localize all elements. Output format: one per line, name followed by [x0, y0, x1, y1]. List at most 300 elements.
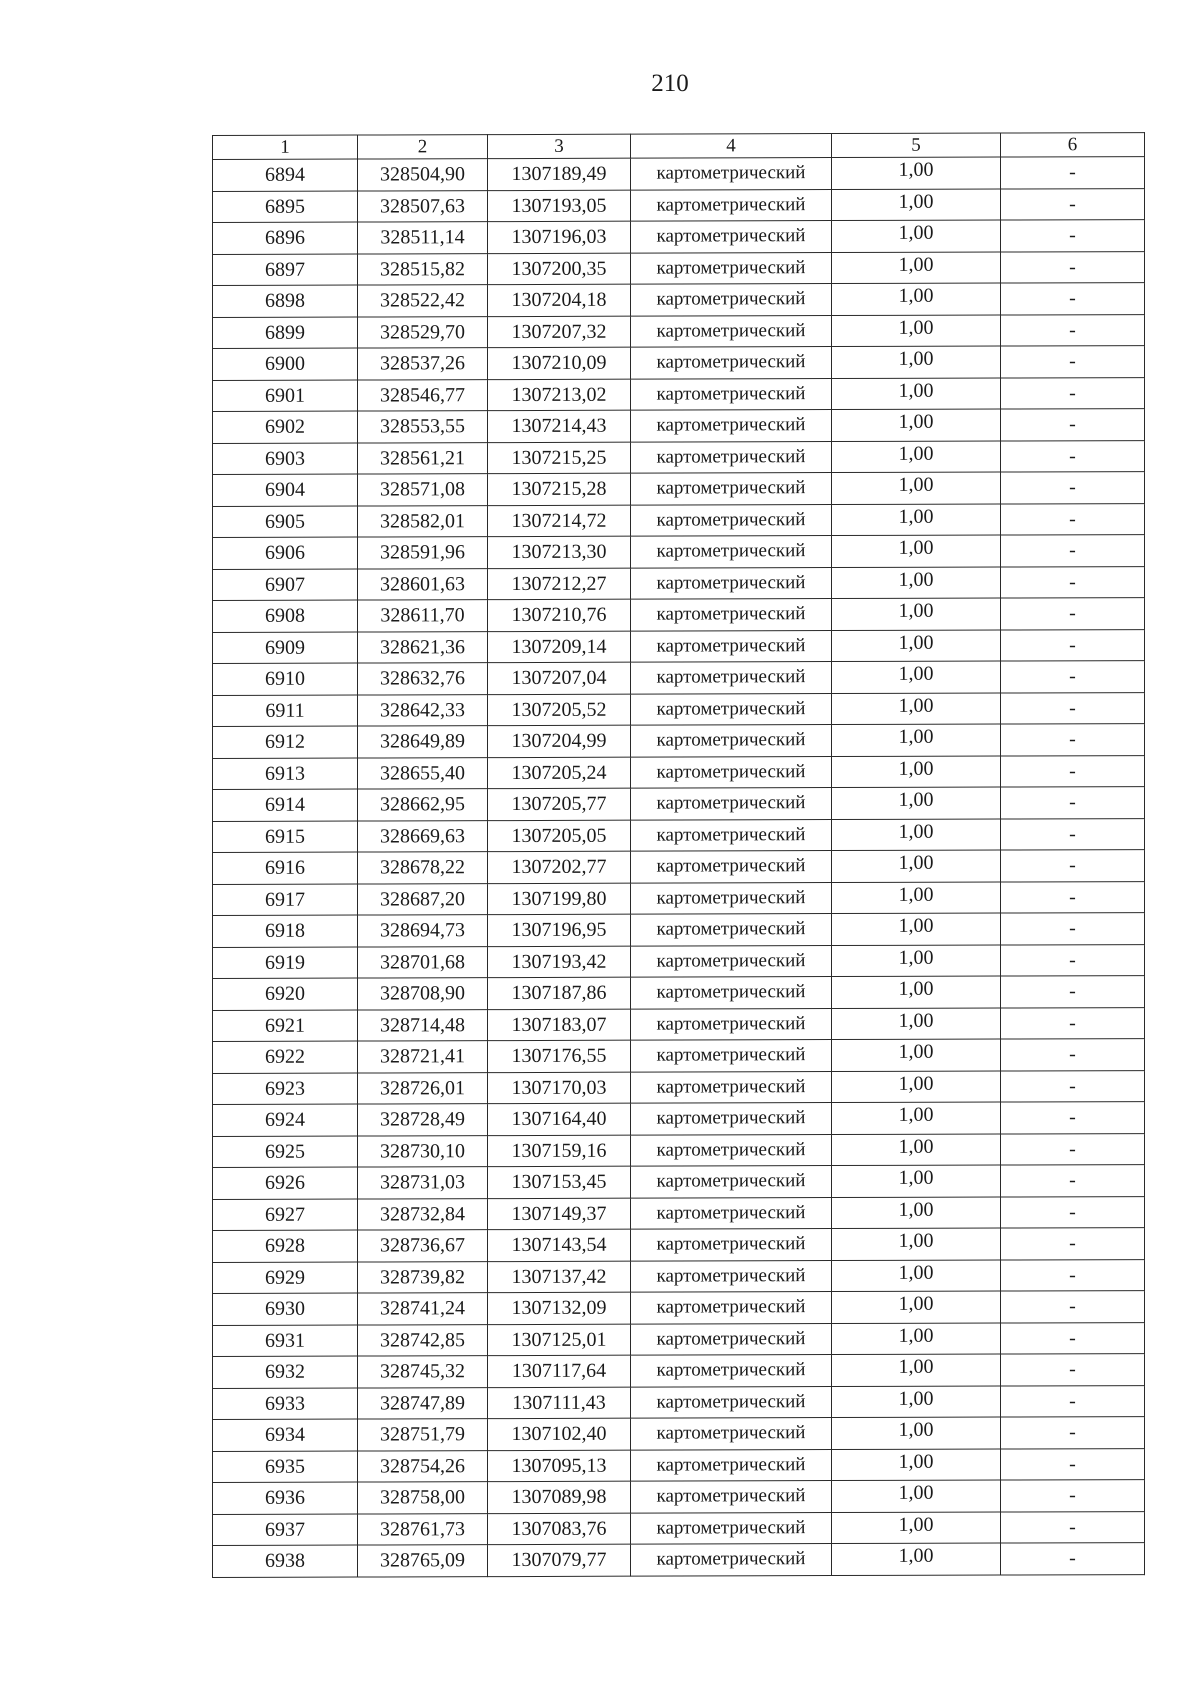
table-row [213, 818, 1145, 852]
table-row [213, 535, 1145, 569]
point-number-cell: 6907 [213, 569, 358, 601]
y-coordinate-cell: 1307210,76 [488, 599, 631, 631]
table-row [213, 661, 1145, 695]
method-cell: картометрический [631, 1103, 832, 1135]
table-row [213, 251, 1145, 285]
method-cell: картометрический [631, 1260, 832, 1292]
table-row [213, 1102, 1145, 1136]
accuracy-cell: 1,00 [832, 1543, 1001, 1575]
y-coordinate-cell: 1307193,05 [488, 190, 631, 222]
method-cell: картометрический [631, 1449, 832, 1481]
x-coordinate-cell: 328546,77 [358, 379, 488, 411]
x-coordinate-cell: 328553,55 [358, 411, 488, 443]
note-cell: - [1001, 409, 1145, 441]
table-row [213, 850, 1145, 884]
point-number-cell: 6909 [213, 632, 358, 664]
column-header-2: 2 [358, 135, 488, 159]
y-coordinate-cell: 1307196,03 [488, 221, 631, 253]
method-cell: картометрический [631, 158, 832, 190]
accuracy-cell: 1,00 [832, 1039, 1001, 1071]
method-cell: картометрический [631, 788, 832, 820]
method-cell: картометрический [631, 1071, 832, 1103]
method-cell: картометрический [631, 410, 832, 442]
x-coordinate-cell: 328751,79 [358, 1419, 488, 1451]
x-coordinate-cell: 328701,68 [358, 946, 488, 978]
x-coordinate-cell: 328537,26 [358, 348, 488, 380]
point-number-cell: 6905 [213, 506, 358, 538]
method-cell: картометрический [631, 1355, 832, 1387]
x-coordinate-cell: 328694,73 [358, 915, 488, 947]
y-coordinate-cell: 1307215,25 [488, 442, 631, 474]
method-cell: картометрический [631, 1197, 832, 1229]
table-row [213, 1291, 1145, 1325]
point-number-cell: 6906 [213, 537, 358, 569]
note-cell: - [1001, 818, 1145, 850]
note-cell: - [1001, 1448, 1145, 1480]
accuracy-cell: 1,00 [832, 441, 1001, 473]
x-coordinate-cell: 328761,73 [358, 1513, 488, 1545]
accuracy-cell: 1,00 [832, 945, 1001, 977]
point-number-cell: 6912 [213, 726, 358, 758]
note-cell: - [1001, 755, 1145, 787]
table-row [213, 566, 1145, 600]
accuracy-cell: 1,00 [832, 1134, 1001, 1166]
x-coordinate-cell: 328611,70 [358, 600, 488, 632]
note-cell: - [1001, 283, 1145, 315]
table-row [213, 409, 1145, 443]
y-coordinate-cell: 1307164,40 [488, 1103, 631, 1135]
method-cell: картометрический [631, 819, 832, 851]
point-number-cell: 6922 [213, 1041, 358, 1073]
method-cell: картометрический [631, 1512, 832, 1544]
y-coordinate-cell: 1307137,42 [488, 1261, 631, 1293]
column-header-1: 1 [213, 135, 358, 159]
table-row [213, 1322, 1145, 1356]
coordinates-table [212, 132, 1145, 1577]
table-row [213, 598, 1145, 632]
table-row [213, 1259, 1145, 1293]
x-coordinate-cell: 328561,21 [358, 442, 488, 474]
table-row [213, 1385, 1145, 1419]
y-coordinate-cell: 1307183,07 [488, 1009, 631, 1041]
table-row [213, 1165, 1145, 1199]
y-coordinate-cell: 1307095,13 [488, 1450, 631, 1482]
accuracy-cell: 1,00 [832, 787, 1001, 819]
y-coordinate-cell: 1307125,01 [488, 1324, 631, 1356]
accuracy-cell: 1,00 [832, 1197, 1001, 1229]
y-coordinate-cell: 1307209,14 [488, 631, 631, 663]
point-number-cell: 6902 [213, 411, 358, 443]
note-cell: - [1001, 787, 1145, 819]
x-coordinate-cell: 328739,82 [358, 1261, 488, 1293]
point-number-cell: 6928 [213, 1230, 358, 1262]
y-coordinate-cell: 1307089,98 [488, 1481, 631, 1513]
method-cell: картометрический [631, 851, 832, 883]
x-coordinate-cell: 328601,63 [358, 568, 488, 600]
accuracy-cell: 1,00 [832, 1102, 1001, 1134]
table-row [213, 944, 1145, 978]
table-row [213, 724, 1145, 758]
table-row [213, 157, 1145, 191]
x-coordinate-cell: 328708,90 [358, 978, 488, 1010]
y-coordinate-cell: 1307153,45 [488, 1166, 631, 1198]
table-row [213, 377, 1145, 411]
accuracy-cell: 1,00 [832, 630, 1001, 662]
accuracy-cell: 1,00 [832, 346, 1001, 378]
note-cell: - [1001, 1039, 1145, 1071]
note-cell: - [1001, 503, 1145, 535]
y-coordinate-cell: 1307117,64 [488, 1355, 631, 1387]
method-cell: картометрический [631, 189, 832, 221]
x-coordinate-cell: 328758,00 [358, 1482, 488, 1514]
x-coordinate-cell: 328522,42 [358, 285, 488, 317]
note-cell: - [1001, 566, 1145, 598]
note-cell: - [1001, 440, 1145, 472]
method-cell: картометрический [631, 914, 832, 946]
point-number-cell: 6921 [213, 1010, 358, 1042]
method-cell: картометрический [631, 1229, 832, 1261]
y-coordinate-cell: 1307199,80 [488, 883, 631, 915]
method-cell: картометрический [631, 662, 832, 694]
method-cell: картометрический [631, 1323, 832, 1355]
note-cell: - [1001, 724, 1145, 756]
point-number-cell: 6935 [213, 1451, 358, 1483]
point-number-cell: 6894 [213, 159, 358, 191]
note-cell: - [1001, 535, 1145, 567]
x-coordinate-cell: 328642,33 [358, 694, 488, 726]
method-cell: картометрический [631, 1166, 832, 1198]
y-coordinate-cell: 1307210,09 [488, 347, 631, 379]
y-coordinate-cell: 1307214,43 [488, 410, 631, 442]
y-coordinate-cell: 1307102,40 [488, 1418, 631, 1450]
x-coordinate-cell: 328678,22 [358, 852, 488, 884]
note-cell: - [1001, 661, 1145, 693]
table-body [213, 157, 1145, 1577]
accuracy-cell: 1,00 [832, 756, 1001, 788]
note-cell: - [1001, 881, 1145, 913]
note-cell: - [1001, 1228, 1145, 1260]
note-cell: - [1001, 1385, 1145, 1417]
point-number-cell: 6913 [213, 758, 358, 790]
method-cell: картометрический [631, 284, 832, 316]
method-cell: картометрический [631, 693, 832, 725]
method-cell: картометрический [631, 567, 832, 599]
accuracy-cell: 1,00 [832, 1417, 1001, 1449]
accuracy-cell: 1,00 [832, 315, 1001, 347]
x-coordinate-cell: 328742,85 [358, 1324, 488, 1356]
method-cell: картометрический [631, 882, 832, 914]
table-row [213, 1133, 1145, 1167]
x-coordinate-cell: 328745,32 [358, 1356, 488, 1388]
accuracy-cell: 1,00 [832, 1449, 1001, 1481]
accuracy-cell: 1,00 [832, 1291, 1001, 1323]
table-row [213, 1511, 1145, 1545]
x-coordinate-cell: 328726,01 [358, 1072, 488, 1104]
note-cell: - [1001, 1165, 1145, 1197]
point-number-cell: 6936 [213, 1482, 358, 1514]
y-coordinate-cell: 1307132,09 [488, 1292, 631, 1324]
x-coordinate-cell: 328754,26 [358, 1450, 488, 1482]
table-row [213, 220, 1145, 254]
table-row [213, 787, 1145, 821]
y-coordinate-cell: 1307213,02 [488, 379, 631, 411]
accuracy-cell: 1,00 [832, 157, 1001, 189]
method-cell: картометрический [631, 1040, 832, 1072]
point-number-cell: 6901 [213, 380, 358, 412]
accuracy-cell: 1,00 [832, 661, 1001, 693]
point-number-cell: 6915 [213, 821, 358, 853]
note-cell: - [1001, 1511, 1145, 1543]
y-coordinate-cell: 1307149,37 [488, 1198, 631, 1230]
column-header-3: 3 [488, 134, 631, 158]
y-coordinate-cell: 1307079,77 [488, 1544, 631, 1576]
x-coordinate-cell: 328511,14 [358, 222, 488, 254]
method-cell: картометрический [631, 1386, 832, 1418]
y-coordinate-cell: 1307205,52 [488, 694, 631, 726]
table-row [213, 440, 1145, 474]
note-cell: - [1001, 976, 1145, 1008]
x-coordinate-cell: 328669,63 [358, 820, 488, 852]
x-coordinate-cell: 328765,09 [358, 1545, 488, 1577]
table-row [213, 881, 1145, 915]
x-coordinate-cell: 328632,76 [358, 663, 488, 695]
table-row [213, 755, 1145, 789]
point-number-cell: 6904 [213, 474, 358, 506]
note-cell: - [1001, 1354, 1145, 1386]
point-number-cell: 6917 [213, 884, 358, 916]
point-number-cell: 6930 [213, 1293, 358, 1325]
accuracy-cell: 1,00 [832, 1165, 1001, 1197]
x-coordinate-cell: 328662,95 [358, 789, 488, 821]
point-number-cell: 6929 [213, 1262, 358, 1294]
method-cell: картометрический [631, 1134, 832, 1166]
note-cell: - [1001, 598, 1145, 630]
accuracy-cell: 1,00 [832, 1071, 1001, 1103]
table-row [213, 1543, 1145, 1577]
method-cell: картометрический [631, 347, 832, 379]
note-cell: - [1001, 1322, 1145, 1354]
column-header-6: 6 [1001, 133, 1145, 157]
method-cell: картометрический [631, 977, 832, 1009]
accuracy-cell: 1,00 [832, 378, 1001, 410]
method-cell: картометрический [631, 441, 832, 473]
table-row [213, 629, 1145, 663]
point-number-cell: 6932 [213, 1356, 358, 1388]
note-cell: - [1001, 1196, 1145, 1228]
y-coordinate-cell: 1307205,05 [488, 820, 631, 852]
point-number-cell: 6903 [213, 443, 358, 475]
accuracy-cell: 1,00 [832, 1386, 1001, 1418]
table-row [213, 1417, 1145, 1451]
page-number: 210 [651, 70, 689, 97]
accuracy-cell: 1,00 [832, 409, 1001, 441]
method-cell: картометрический [631, 1292, 832, 1324]
accuracy-cell: 1,00 [832, 882, 1001, 914]
method-cell: картометрический [631, 725, 832, 757]
y-coordinate-cell: 1307193,42 [488, 946, 631, 978]
note-cell: - [1001, 1291, 1145, 1323]
point-number-cell: 6926 [213, 1167, 358, 1199]
x-coordinate-cell: 328736,67 [358, 1230, 488, 1262]
note-cell: - [1001, 251, 1145, 283]
note-cell: - [1001, 944, 1145, 976]
note-cell: - [1001, 1480, 1145, 1512]
y-coordinate-cell: 1307196,95 [488, 914, 631, 946]
point-number-cell: 6900 [213, 348, 358, 380]
accuracy-cell: 1,00 [832, 913, 1001, 945]
point-number-cell: 6927 [213, 1199, 358, 1231]
table-row [213, 1354, 1145, 1388]
method-cell: картометрический [631, 315, 832, 347]
point-number-cell: 6914 [213, 789, 358, 821]
method-cell: картометрический [631, 1544, 832, 1576]
x-coordinate-cell: 328649,89 [358, 726, 488, 758]
y-coordinate-cell: 1307207,04 [488, 662, 631, 694]
y-coordinate-cell: 1307187,86 [488, 977, 631, 1009]
x-coordinate-cell: 328504,90 [358, 159, 488, 191]
note-cell: - [1001, 188, 1145, 220]
method-cell: картометрический [631, 536, 832, 568]
accuracy-cell: 1,00 [832, 1228, 1001, 1260]
note-cell: - [1001, 377, 1145, 409]
table-row [213, 1480, 1145, 1514]
y-coordinate-cell: 1307189,49 [488, 158, 631, 190]
note-cell: - [1001, 629, 1145, 661]
point-number-cell: 6916 [213, 852, 358, 884]
table-row [213, 1070, 1145, 1104]
table-row [213, 976, 1145, 1010]
x-coordinate-cell: 328731,03 [358, 1167, 488, 1199]
point-number-cell: 6925 [213, 1136, 358, 1168]
column-header-4: 4 [631, 134, 832, 159]
point-number-cell: 6898 [213, 285, 358, 317]
point-number-cell: 6931 [213, 1325, 358, 1357]
note-cell: - [1001, 1259, 1145, 1291]
accuracy-cell: 1,00 [832, 504, 1001, 536]
accuracy-cell: 1,00 [832, 724, 1001, 756]
table-header-row [213, 133, 1145, 160]
point-number-cell: 6938 [213, 1545, 358, 1577]
point-number-cell: 6896 [213, 222, 358, 254]
y-coordinate-cell: 1307143,54 [488, 1229, 631, 1261]
note-cell: - [1001, 220, 1145, 252]
y-coordinate-cell: 1307204,99 [488, 725, 631, 757]
note-cell: - [1001, 314, 1145, 346]
point-number-cell: 6910 [213, 663, 358, 695]
table-row [213, 913, 1145, 947]
accuracy-cell: 1,00 [832, 189, 1001, 221]
note-cell: - [1001, 850, 1145, 882]
accuracy-cell: 1,00 [832, 1512, 1001, 1544]
x-coordinate-cell: 328591,96 [358, 537, 488, 569]
x-coordinate-cell: 328714,48 [358, 1009, 488, 1041]
method-cell: картометрический [631, 473, 832, 505]
x-coordinate-cell: 328655,40 [358, 757, 488, 789]
accuracy-cell: 1,00 [832, 567, 1001, 599]
table-row [213, 1448, 1145, 1482]
y-coordinate-cell: 1307213,30 [488, 536, 631, 568]
table-row [213, 346, 1145, 380]
column-header-5: 5 [832, 133, 1001, 158]
table-row [213, 503, 1145, 537]
y-coordinate-cell: 1307170,03 [488, 1072, 631, 1104]
table-row [213, 283, 1145, 317]
point-number-cell: 6933 [213, 1388, 358, 1420]
method-cell: картометрический [631, 1008, 832, 1040]
table-row [213, 1039, 1145, 1073]
note-cell: - [1001, 472, 1145, 504]
table-row [213, 472, 1145, 506]
accuracy-cell: 1,00 [832, 850, 1001, 882]
point-number-cell: 6918 [213, 915, 358, 947]
method-cell: картометрический [631, 756, 832, 788]
y-coordinate-cell: 1307176,55 [488, 1040, 631, 1072]
point-number-cell: 6897 [213, 254, 358, 286]
y-coordinate-cell: 1307207,32 [488, 316, 631, 348]
accuracy-cell: 1,00 [832, 976, 1001, 1008]
note-cell: - [1001, 1007, 1145, 1039]
point-number-cell: 6911 [213, 695, 358, 727]
point-number-cell: 6919 [213, 947, 358, 979]
accuracy-cell: 1,00 [832, 1480, 1001, 1512]
note-cell: - [1001, 1133, 1145, 1165]
y-coordinate-cell: 1307159,16 [488, 1135, 631, 1167]
x-coordinate-cell: 328621,36 [358, 631, 488, 663]
y-coordinate-cell: 1307212,27 [488, 568, 631, 600]
point-number-cell: 6923 [213, 1073, 358, 1105]
accuracy-cell: 1,00 [832, 819, 1001, 851]
point-number-cell: 6934 [213, 1419, 358, 1451]
y-coordinate-cell: 1307214,72 [488, 505, 631, 537]
point-number-cell: 6895 [213, 191, 358, 223]
method-cell: картометрический [631, 252, 832, 284]
method-cell: картометрический [631, 504, 832, 536]
note-cell: - [1001, 346, 1145, 378]
method-cell: картометрический [631, 630, 832, 662]
note-cell: - [1001, 692, 1145, 724]
accuracy-cell: 1,00 [832, 252, 1001, 284]
point-number-cell: 6899 [213, 317, 358, 349]
method-cell: картометрический [631, 1418, 832, 1450]
method-cell: картометрический [631, 221, 832, 253]
x-coordinate-cell: 328507,63 [358, 190, 488, 222]
accuracy-cell: 1,00 [832, 1354, 1001, 1386]
y-coordinate-cell: 1307205,24 [488, 757, 631, 789]
x-coordinate-cell: 328687,20 [358, 883, 488, 915]
table-row [213, 1228, 1145, 1262]
table-row [213, 1196, 1145, 1230]
accuracy-cell: 1,00 [832, 220, 1001, 252]
accuracy-cell: 1,00 [832, 598, 1001, 630]
accuracy-cell: 1,00 [832, 283, 1001, 315]
table-row [213, 692, 1145, 726]
y-coordinate-cell: 1307204,18 [488, 284, 631, 316]
table-row [213, 314, 1145, 348]
y-coordinate-cell: 1307205,77 [488, 788, 631, 820]
accuracy-cell: 1,00 [832, 1260, 1001, 1292]
accuracy-cell: 1,00 [832, 472, 1001, 504]
note-cell: - [1001, 913, 1145, 945]
x-coordinate-cell: 328582,01 [358, 505, 488, 537]
y-coordinate-cell: 1307200,35 [488, 253, 631, 285]
y-coordinate-cell: 1307083,76 [488, 1513, 631, 1545]
x-coordinate-cell: 328732,84 [358, 1198, 488, 1230]
method-cell: картометрический [631, 945, 832, 977]
y-coordinate-cell: 1307202,77 [488, 851, 631, 883]
method-cell: картометрический [631, 1481, 832, 1513]
x-coordinate-cell: 328515,82 [358, 253, 488, 285]
point-number-cell: 6920 [213, 978, 358, 1010]
